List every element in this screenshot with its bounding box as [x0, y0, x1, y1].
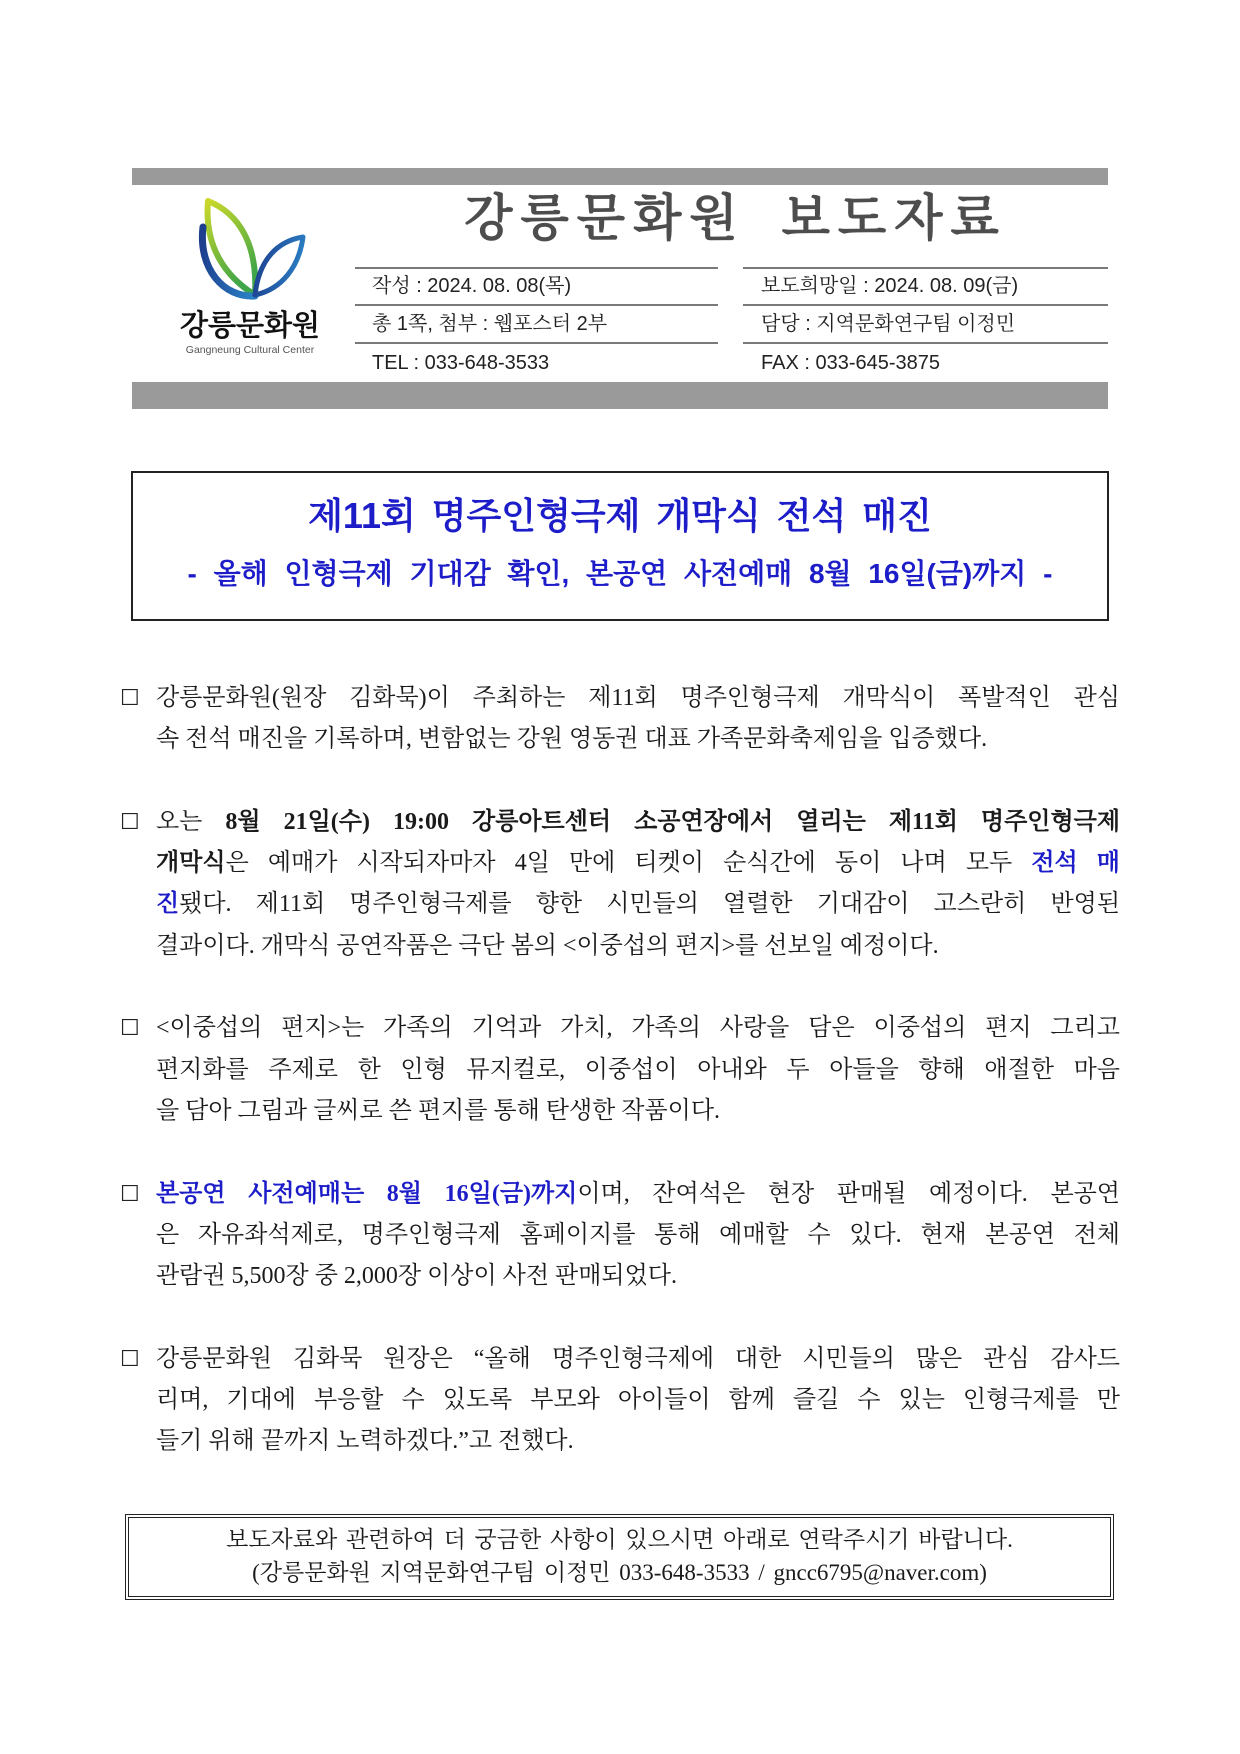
- leaf-sprout-emblem-icon: [198, 197, 308, 302]
- paragraph-line: [156, 926, 1120, 967]
- document-title: 강릉문화원 보도자료: [464, 190, 1007, 246]
- text-run: 은 자유좌석제로, 명주인형극제 홈페이지를 통해 예매할 수 있다. 현재 본공연 전체: [156, 1221, 1120, 1248]
- text-run: 리며, 기대에 부응할 수 있도록 부모와 아이들이 함께 즐길 수 있는 인형극제를 만: [156, 1387, 1120, 1414]
- paragraph-line: [156, 1174, 1120, 1215]
- text-run: 속 전석 매진을 기록하며, 변함없는 강원 영동권 대표 가족문화축제임을 입증했다.: [156, 726, 988, 753]
- text-run: 강릉문화원(원장 김화묵)이 주최하는 제11회 명주인형극제 개막식이 폭발적인 관심: [156, 685, 1120, 711]
- paragraph-line: [156, 1215, 1120, 1256]
- headline-subtitle: - 올해 인형극제 기대감 확인, 본공연 사전예매 8월 16일(금)까지 -: [187, 558, 1053, 589]
- body-paragraph-5: [0, 1339, 1240, 1463]
- headline-title: 제11회 명주인형극제 개막식 전석 매진: [308, 495, 932, 536]
- text-run: 오는: [156, 808, 226, 835]
- paragraph-line: [156, 843, 1120, 884]
- text-run: 편지화를 주제로 한 인형 뮤지컬로, 이중섭이 아내와 두 아들을 향해 애절한 마음: [156, 1056, 1120, 1083]
- square-bullet-icon: ☐: [120, 1346, 140, 1372]
- highlighted-text-run: 전석 매: [1031, 850, 1120, 877]
- contact-person: 담당 : 지역문화연구팀 이정민: [743, 304, 1108, 342]
- text-run: 들기 위해 끝까지 노력하겠다.”고 전했다.: [156, 1428, 574, 1455]
- paragraph-line: [156, 1008, 1120, 1049]
- paragraph-line: [156, 1339, 1120, 1380]
- paragraph-line: [156, 1091, 1120, 1132]
- info-column-right: [743, 267, 1108, 382]
- body-paragraph-4: [0, 1174, 1240, 1298]
- release-date: 보도희망일 : 2024. 08. 09(금): [743, 267, 1108, 304]
- blue-leaf-shape: [255, 237, 303, 295]
- header-bottom-bar: [132, 382, 1108, 409]
- text-run: 이며, 잔여석은 현장 판매될 예정이다. 본공연: [577, 1180, 1120, 1207]
- contact-details-text: (강릉문화원 지역문화연구팀 이정민 033-648-3533 / gncc6795@naver.com): [252, 1560, 987, 1585]
- paragraph-line: [156, 678, 1120, 719]
- page-count-attachment: 총 1쪽, 첨부 : 웹포스터 2부: [355, 304, 718, 342]
- body-paragraph-2: [0, 802, 1240, 967]
- paragraph-line: [156, 1050, 1120, 1091]
- square-bullet-icon: ☐: [120, 686, 140, 711]
- square-bullet-icon: ☐: [120, 1181, 140, 1207]
- fax-number: FAX : 033-645-3875: [743, 342, 1108, 382]
- logo-name-english: Gangneung Cultural Center: [185, 344, 315, 356]
- paragraph-line: [156, 802, 1120, 843]
- highlighted-text-run: 진: [156, 891, 180, 918]
- text-run: 을 담아 그림과 글씨로 쓴 편지를 통해 탄생한 작품이다.: [156, 1097, 721, 1124]
- text-run: 결과이다. 개막식 공연작품은 극단 봄의 <이중섭의 편지>를 선보일 예정이다.: [156, 932, 939, 959]
- contact-notice-box: [125, 1514, 1114, 1600]
- bold-text-run: 8월 21일(수) 19:00 강릉아트센터 소공연장에서 열리는 제11회 명주인형극제: [225, 808, 1121, 835]
- text-run: 됐다. 제11회 명주인형극제를 향한 시민들의 열렬한 기대감이 고스란히 반영된: [179, 891, 1120, 918]
- highlighted-text-run: 본공연 사전예매는 8월 16일(금)까지: [156, 1180, 578, 1207]
- body-paragraph-1: [0, 678, 1240, 761]
- bold-text-run: 개막식: [156, 850, 226, 877]
- headline-box: [131, 471, 1109, 621]
- text-run: 은 예매가 시작되자마자 4일 만에 티켓이 순식간에 동이 나며 모두: [225, 850, 1032, 877]
- paragraph-line: [156, 719, 1120, 760]
- paragraph-line: [156, 884, 1120, 925]
- body-text: [0, 678, 1240, 1504]
- paragraph-line: [156, 1380, 1120, 1421]
- text-run: 관람권 5,500장 중 2,000장 이상이 사전 판매되었다.: [156, 1263, 677, 1290]
- square-bullet-icon: ☐: [120, 809, 140, 835]
- telephone-number: TEL : 033-648-3533: [355, 342, 718, 382]
- square-bullet-icon: ☐: [120, 1016, 140, 1042]
- paragraph-line: [156, 1421, 1120, 1462]
- written-date: 작성 : 2024. 08. 08(목): [355, 267, 718, 304]
- text-run: <이중섭의 편지>는 가족의 기억과 가치, 가족의 사랑을 담은 이중섭의 편지 그리고: [156, 1015, 1120, 1042]
- paragraph-line: [156, 1256, 1120, 1297]
- logo-name-korean: 강릉문화원: [179, 310, 321, 342]
- header-top-bar: [132, 168, 1108, 185]
- info-column-left: [355, 267, 718, 382]
- text-run: 강릉문화원 김화묵 원장은 “올해 명주인형극제에 대한 시민들의 많은 관심 감사드: [156, 1345, 1120, 1372]
- contact-notice-text: 보도자료와 관련하여 더 궁금한 사항이 있으시면 아래로 연락주시기 바랍니다.: [226, 1527, 1013, 1552]
- body-paragraph-3: [0, 1008, 1240, 1132]
